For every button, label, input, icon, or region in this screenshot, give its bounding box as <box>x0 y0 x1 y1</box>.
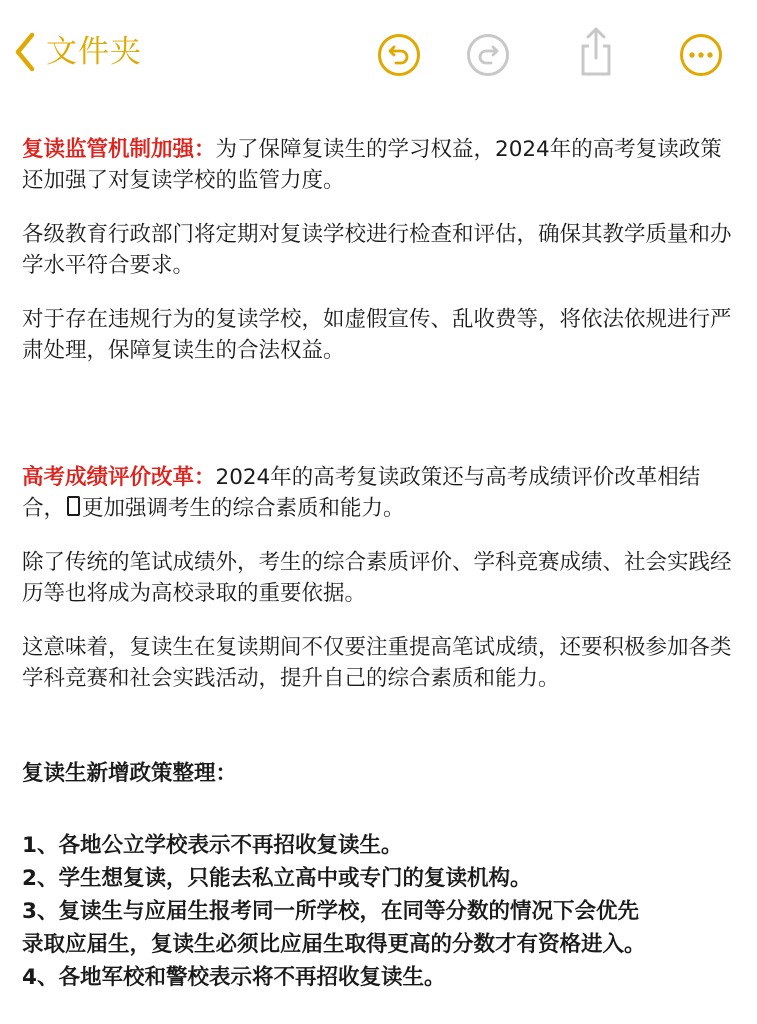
section1-paragraph1 <box>22 134 734 196</box>
navigation-bar <box>0 0 757 108</box>
share-icon <box>574 26 618 78</box>
back-button[interactable] <box>14 30 142 74</box>
section1-heading: 复读监管机制加强： <box>22 137 216 162</box>
section3-heading: 复读生新增政策整理： <box>22 761 238 786</box>
section1-paragraph3: 对于存在违规行为的复读学校，如虚假宣传、乱收费等，将依法依规进行严肃处理，保障复读生的合法权益。 <box>22 307 732 363</box>
policy-list-item: 3、复读生与应届生报考同一所学校，在同等分数的情况下会优先 <box>22 899 639 924</box>
share-button[interactable] <box>574 26 618 70</box>
policy-list-item: 1、各地公立学校表示不再招收复读生。 <box>22 833 403 858</box>
policy-list-item: 2、学生想复读，只能去私立高中或专门的复读机构。 <box>22 866 532 891</box>
section2-heading: 高考成绩评价改革： <box>22 465 216 490</box>
policy-list-item: 4、各地军校和警校表示将不再招收复读生。 <box>22 965 446 990</box>
section1-paragraph2: 各级教育行政部门将定期对复读学校进行检查和评估，确保其教学质量和办学水平符合要求。 <box>22 222 732 278</box>
undo-icon <box>377 33 421 77</box>
more-options-button[interactable] <box>679 33 723 77</box>
back-button-label: 文件夹 <box>46 34 142 70</box>
section1-paragraph1-text: 为了保障复读生的学习权益，2024年的高考复读政策还加强了对复读学校的监管力度。 <box>22 137 722 193</box>
more-icon <box>679 33 723 77</box>
redo-button[interactable] <box>466 33 510 77</box>
section2-paragraph3: 这意味着，复读生在复读期间不仅要注重提高笔试成绩，还要积极参加各类学科竞赛和社会实践活动，提升自己的综合素质和能力。 <box>22 635 732 691</box>
section2-paragraph2: 除了传统的笔试成绩外，考生的综合素质评价、学科竞赛成绩、社会实践经历等也将成为高校录取的重要依据。 <box>22 550 732 606</box>
section2-paragraph1-text-b: 更加强调考生的综合素质和能力。 <box>82 496 405 521</box>
note-body[interactable] <box>22 134 734 994</box>
redo-icon <box>466 33 510 77</box>
section2-paragraph1 <box>22 462 734 524</box>
chevron-left-icon <box>14 32 36 72</box>
section2-paragraph1-text-a: 2024年的高考复读政策还与高考成绩评价改革相结合， <box>22 465 701 521</box>
missing-glyph-box <box>67 496 80 516</box>
policy-list-item: 录取应届生，复读生必须比应届生取得更高的分数才有资格进入。 <box>22 932 646 957</box>
undo-button[interactable] <box>377 33 421 77</box>
